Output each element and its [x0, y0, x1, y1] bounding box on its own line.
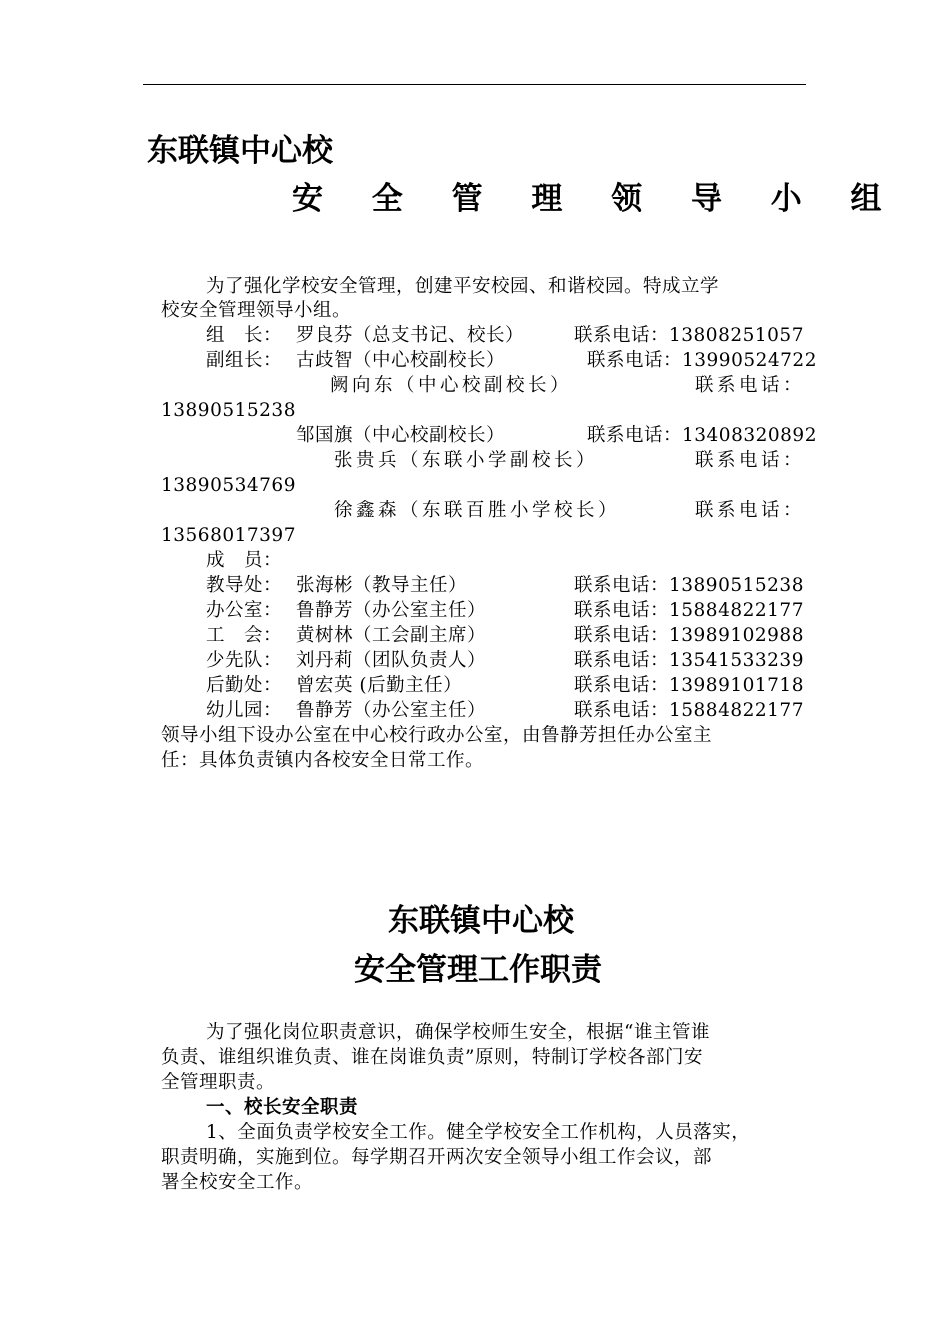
member-phone: 联系电话：15884822177: [574, 600, 804, 621]
duty-item-line: 1、全面负责学校安全工作。健全学校安全工作机构，人员落实，: [206, 1122, 751, 1143]
member-dept: 办公室：: [206, 600, 283, 621]
intro-line: 校安全管理领导小组。: [161, 300, 352, 321]
member-phone: 联系电话：15884822177: [574, 700, 804, 721]
section-heading: 一、校长安全职责: [206, 1097, 359, 1118]
member-name: 黄树林（工会副主席）: [296, 625, 487, 646]
leader-phone-number: 13890515238: [161, 400, 296, 421]
leader-phone: 联系电话：13808251057: [574, 325, 804, 346]
duty-intro-line: 全管理职责。: [161, 1072, 276, 1093]
leader-phone: 联系电话：: [695, 375, 806, 396]
leader-name: 古歧智（中心校副校长）: [296, 350, 506, 371]
section-school-name: 东联镇中心校: [388, 903, 574, 939]
closing-line: 领导小组下设办公室在中心校行政办公室，由鲁静芳担任办公室主: [161, 725, 713, 746]
duty-item-line: 署全校安全工作。: [161, 1172, 314, 1193]
leader-phone: 联系电话：: [695, 450, 806, 471]
leader-name: 阙向东（中心校副校长）: [330, 375, 573, 396]
leader-phone-number: 13890534769: [161, 475, 296, 496]
member-phone: 联系电话：13989102988: [574, 625, 804, 646]
leader-phone: 联系电话：13990524722: [587, 350, 817, 371]
member-dept: 少先队：: [206, 650, 283, 671]
member-phone: 联系电话：13989101718: [574, 675, 804, 696]
leader-name: 张贵兵（东联小学副校长）: [334, 450, 599, 471]
leader-name: 邹国旗（中心校副校长）: [296, 425, 506, 446]
section-title: 安全管理工作职责: [354, 952, 602, 988]
member-phone: 联系电话：13541533239: [574, 650, 804, 671]
member-name: 鲁静芳（办公室主任）: [296, 600, 487, 621]
leader-name: 徐鑫森（东联百胜小学校长）: [334, 500, 621, 521]
leader-phone-number: 13568017397: [161, 525, 296, 546]
member-dept: 工 会：: [206, 625, 283, 646]
member-dept: 后勤处：: [206, 675, 283, 696]
leader-role: 组 长：: [206, 325, 283, 346]
school-name: 东联镇中心校: [147, 133, 333, 169]
intro-line: 为了强化学校安全管理，创建平安校园、和谐校园。特成立学: [206, 276, 720, 297]
leader-phone: 联系电话：13408320892: [587, 425, 817, 446]
duty-intro-line: 为了强化岗位职责意识，确保学校师生安全，根据“谁主管谁: [206, 1022, 710, 1043]
leader-role: 副组长：: [206, 350, 283, 371]
closing-line: 任：具体负责镇内各校安全日常工作。: [161, 750, 485, 771]
member-name: 刘丹莉（团队负责人）: [296, 650, 487, 671]
member-dept: 幼儿园：: [206, 700, 283, 721]
duty-item-line: 职责明确，实施到位。每学期召开两次安全领导小组工作会议，部: [161, 1147, 713, 1168]
members-label: 成 员：: [206, 550, 283, 571]
member-name: 鲁静芳（办公室主任）: [296, 700, 487, 721]
duty-intro-line: 负责、谁组织谁负责、谁在岗谁负责”原则，特制订学校各部门安: [161, 1047, 703, 1068]
member-name: 曾宏英 (后勤主任）: [296, 675, 463, 696]
member-name: 张海彬（教导主任）: [296, 575, 468, 596]
page-title: 安 全 管 理 领 导 小 组: [292, 181, 901, 217]
header-rule: [143, 84, 806, 85]
leader-phone: 联系电话：: [695, 500, 806, 521]
member-dept: 教导处：: [206, 575, 283, 596]
leader-name: 罗良芬（总支书记、校长）: [296, 325, 525, 346]
member-phone: 联系电话：13890515238: [574, 575, 804, 596]
